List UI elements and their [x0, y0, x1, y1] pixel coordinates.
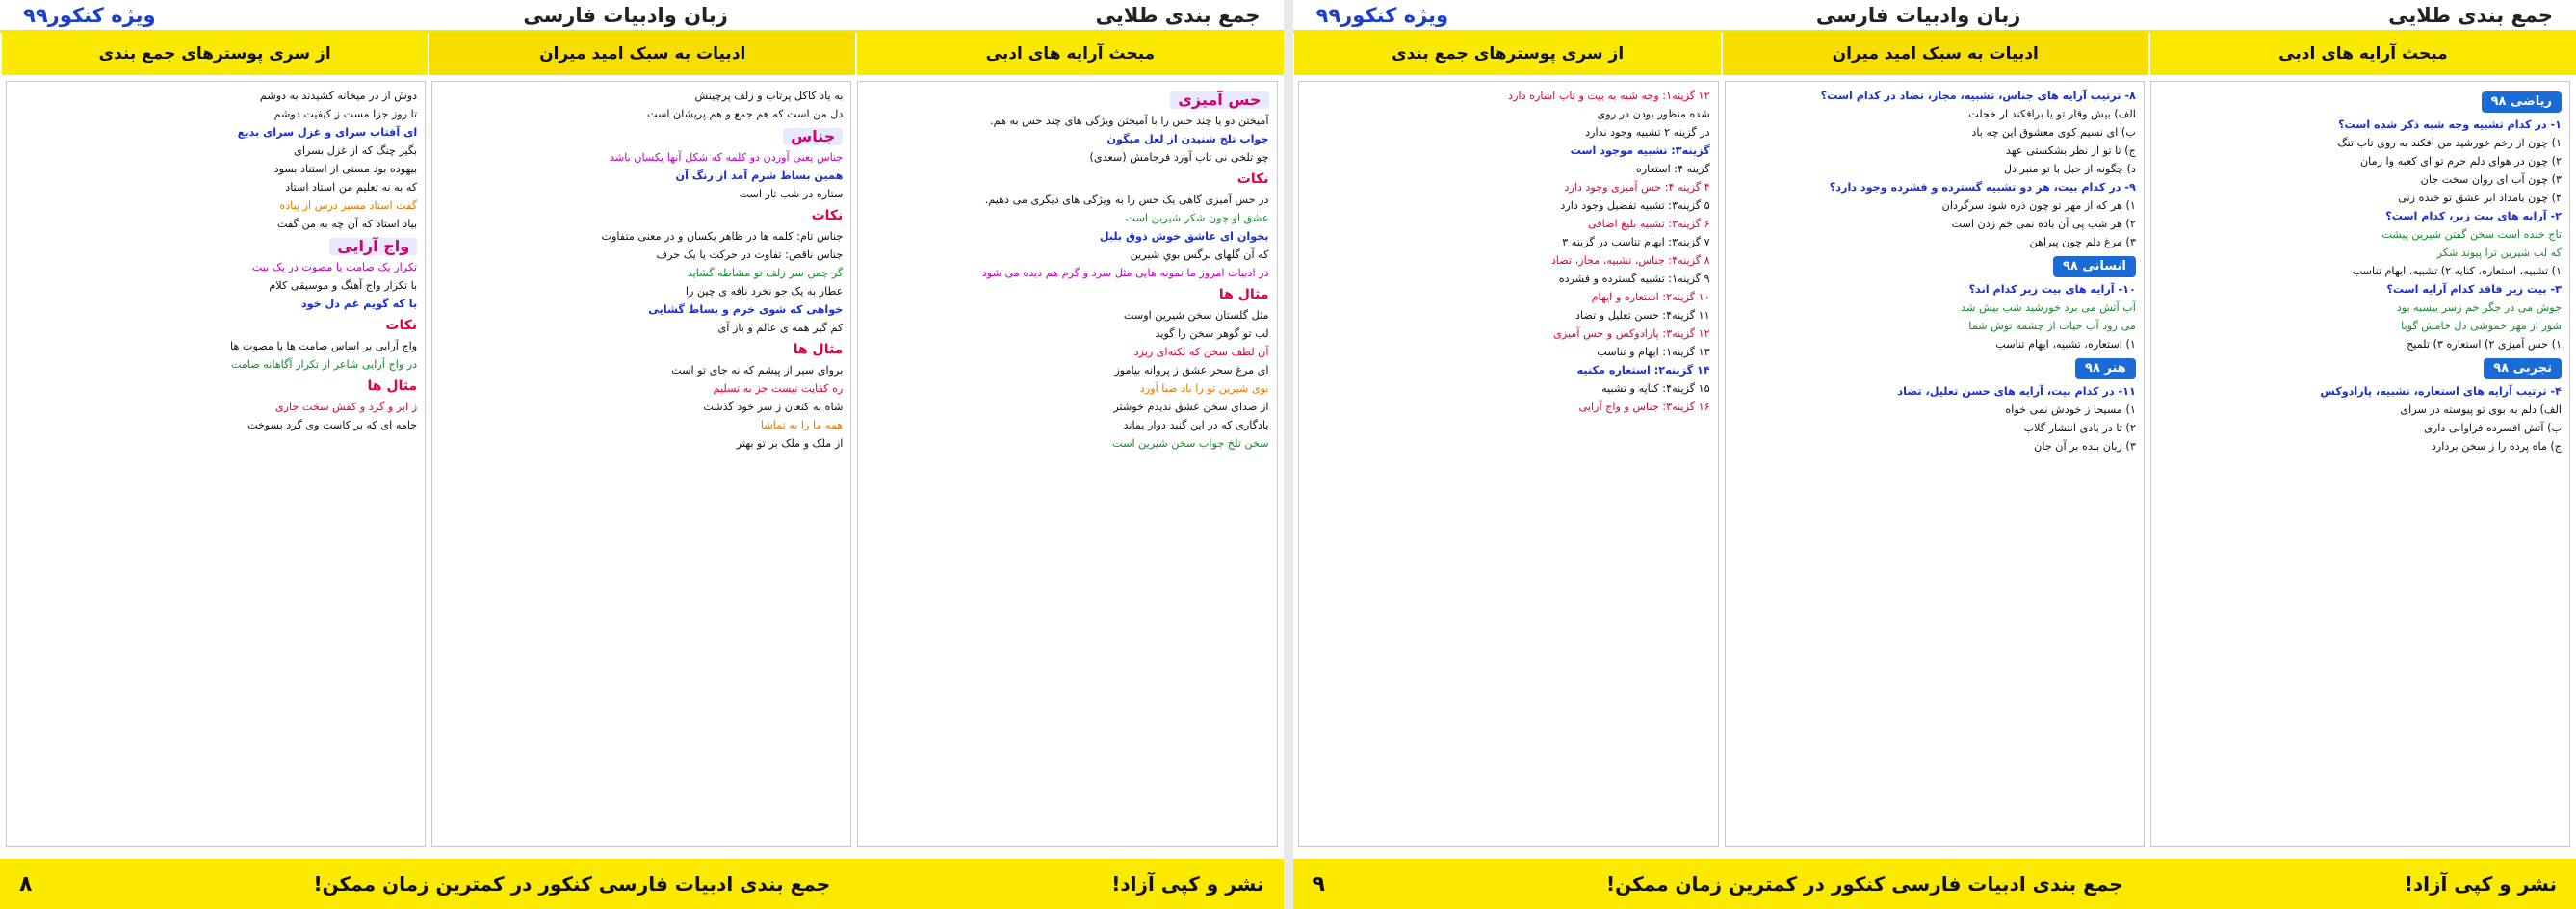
- answer-line: ۱۰ گزینه۲: استعاره و ایهام: [1591, 291, 1710, 303]
- text-line: بخوان ای عاشق خوش ذوق بلبل: [1099, 230, 1269, 243]
- section-heading: جناس: [783, 128, 843, 145]
- text-line: تکرار یک صامت یا مصوت در یک بیت: [251, 261, 418, 273]
- text-line: که آن گلهای نرگس بویِ شیرین: [1130, 248, 1269, 261]
- text-line: ستاره در شب تار است: [739, 188, 844, 200]
- section-heading: حس آمیزی: [1170, 91, 1268, 109]
- option-line: ۱) هر که از مهر تو چون ذره شود سرگردان: [1941, 199, 2136, 212]
- text-line: جناس ناقص: تفاوت در حرکت یا یک حرف: [656, 248, 844, 261]
- answer-line: ۹ گزینه۱: تشبیه گسترده و فشرده: [1558, 273, 1710, 285]
- examples-heading: مثال ها: [367, 378, 418, 394]
- option-line: د) چگونه از حبل با تو منبر دل: [2003, 163, 2136, 175]
- verse-line: جوش می در جگر خم زسر ییسبه بود: [2396, 301, 2562, 314]
- question-line: ۲- آرایه های بیت زیر، کدام است؟: [2385, 210, 2562, 222]
- text-line: بیهوده بود مستی از استناد بسود: [273, 163, 418, 175]
- text-line: عطار به یک جو نخرد نافه ی چین را: [685, 285, 844, 298]
- question-line: ۱۱- در کدام بیت، آرایه های حسن تعلیل، تضاد: [1897, 385, 2136, 398]
- text-line: ره کفایت نیست جز به تسلیم: [713, 382, 844, 395]
- text-line: ای مرغ سحر عشق ز پروانه بیاموز: [1114, 364, 1269, 377]
- tab-topic: مبحث آرایه های ادبی: [2148, 33, 2576, 75]
- answer-line: شده منظور بودن در روی: [1597, 108, 1710, 120]
- text-line: یادگاری که در این گنبد دوار بماند: [1123, 419, 1269, 431]
- answer-line: ۱۲ گزینه۳: پارادوکس و حس آمیزی: [1553, 327, 1710, 340]
- text-line: با که گویم غم دل خود: [300, 298, 418, 310]
- option-line: ب) ای نسیم کوی معشوق این چه باد: [1971, 126, 2136, 139]
- option-line: ۴) چون بامداد ابر عشق تو خنده زنی: [2398, 192, 2562, 204]
- text-line: مثل گلستان سخن شیرین اوست: [1123, 309, 1269, 322]
- column-questions-2: [1725, 81, 2145, 847]
- answer-line: ۵ گزینه۳: تشبیه تفضیل وجود دارد: [1560, 199, 1710, 212]
- footer-publisher: نشر و کپی آزاد!: [2404, 872, 2557, 896]
- header-title-right: جمع بندی طلایی: [1095, 3, 1261, 27]
- verse-line: آب آتش می برد خورشید شب بیش شد: [1961, 301, 2136, 314]
- text-line: همه ما را به تماشا: [760, 419, 844, 431]
- answer-line: گزینه۳: تشبیه موجود است: [1570, 144, 1710, 157]
- option-line: ج) ماه پرده را ز سخن بردارد: [2431, 440, 2562, 453]
- page-footer: [1293, 859, 2576, 909]
- option-line: الف) دلم به بوی تو پیوسته در سرای: [2400, 403, 2562, 416]
- text-line: که به نه تعلیم من استاد استاد: [285, 181, 418, 194]
- text-line: دل من است که هم جمع و هم پریشان است: [647, 108, 844, 120]
- text-line: در ادبیات امروز ما نمونه هایی مثل سرد و گرم هم دیده می شود: [981, 267, 1269, 279]
- option-line: ۳) زبان بنده بر آن جان: [2034, 440, 2136, 453]
- answer-line: گزینه ۴: استعاره: [1635, 163, 1710, 175]
- text-line: عشق او چون شکر شیرین است: [1125, 212, 1269, 224]
- page-8: [0, 0, 1284, 909]
- tab-series: از سری پوسترهای جمع بندی: [1293, 33, 1721, 75]
- page-number: ۸: [19, 871, 33, 896]
- text-line: آمیختن دو یا چند حس را با آمیختن ویژگی های چند حس به هم.: [990, 115, 1269, 127]
- text-line: کم گیر همه ی عالم و باز آی: [717, 322, 844, 334]
- exam-badge: تجربی ۹۸: [2484, 358, 2562, 379]
- text-line: گفت استاد مسیر درس از پیاده: [279, 199, 418, 212]
- section-tabs: [0, 33, 1284, 75]
- verse-line: که لب شیرین ترا پیوند شکر: [2436, 247, 2562, 259]
- option-line: ۲) تا در بادی انتشار گلاب: [2023, 422, 2136, 434]
- answer-line: ۶ گزینه۳: تشبیه بلیغ اضافی: [1587, 218, 1710, 230]
- text-line: خواهی که شوی خرم و بساط گشایی: [648, 303, 844, 316]
- column-hes-amizi: [857, 81, 1277, 847]
- option-line: ۳) چون آب ای روان سخت جان: [2420, 173, 2562, 186]
- section-heading: واج آرایی: [329, 238, 417, 255]
- option-line: ۲) چون در هوای دلم حرم تو ای کعبه وا زمان: [2359, 155, 2562, 168]
- option-line: ۱) تشبیه، استعاره، کنایه ۲) تشبیه، ایهام تناسب: [2352, 265, 2562, 277]
- option-line: ۲) هر شب پی آن باده نمی خم زدن است: [1951, 218, 2136, 230]
- text-line: دوش از در میخانه کشیدند به دوشم: [259, 90, 418, 102]
- option-line: ج) تا تو از نظر بشکستی عهد: [2005, 144, 2136, 157]
- text-line: در حس آمیزی گاهی یک حس را به ویژگی های دیگری می دهیم.: [984, 194, 1269, 206]
- text-line: همین بساط شرم آمد از رنگ آن: [675, 169, 844, 182]
- page-header: [0, 0, 1284, 33]
- answer-line: ۴ گزینه ۴: حس آمیزی وجود دارد: [1564, 181, 1710, 194]
- header-title-left: ویژه کنکور۹۹: [23, 3, 156, 27]
- text-line: با تکرار واج آهنگ و موسیقی کلام: [269, 279, 418, 292]
- option-line: ۱) استعاره، تشبیه، ایهام تناسب: [1995, 338, 2136, 351]
- text-line: جناس یعنی آوردن دو کلمه که شکل آنها یکسان باشد: [609, 151, 844, 164]
- text-line: ای آفتاب سرای و غزل سرای بدیع: [237, 126, 418, 139]
- text-line: جواب تلخ شنیدن از لعل میگون: [1106, 133, 1269, 145]
- page-number: ۹: [1312, 871, 1325, 896]
- section-tabs: [1293, 33, 2576, 75]
- answer-line: ۱۴ گزینه۲: استعاره مکنیه: [1576, 364, 1710, 377]
- answer-line: ۱۶ گزینه۳: جناس و واج آرایی: [1578, 401, 1710, 413]
- question-line: ۳- بیت زیر فاقد کدام آرایه است؟: [2386, 283, 2562, 296]
- tips-heading: نکات: [811, 208, 844, 223]
- text-line: جناس تام: کلمه ها در ظاهر یکسان و در معنی متفاوت: [601, 230, 844, 243]
- header-title-center: زبان وادبیات فارسی: [523, 3, 728, 27]
- verse-line: می رود آب حیات از چشمه نوش شما: [1968, 320, 2136, 332]
- footer-publisher: نشر و کپی آزاد!: [1111, 872, 1264, 896]
- text-line: شاه به کنعان ز سر خود گذشت: [703, 401, 844, 413]
- text-line: بگیر چنگ که از غزل بسرای: [294, 144, 418, 157]
- text-line: از صدای سخن عشق ندیدم خوشتر: [1113, 401, 1269, 413]
- tips-heading: نکات: [385, 318, 418, 333]
- text-line: بیاد استاد که آن چه به من گفت: [276, 218, 418, 230]
- tips-heading: نکات: [1236, 171, 1269, 187]
- question-line: ۱- در کدام تشبیه وجه شبه ذکر شده است؟: [2338, 118, 2562, 131]
- tab-style: ادبیات به سبک امید میران: [428, 33, 855, 75]
- option-line: ب) آتش افسرده فراوانی داری: [2424, 422, 2562, 434]
- text-line: بروای سیر از پیشم که نه جای تو است: [671, 364, 844, 377]
- column-jenas: [431, 81, 851, 847]
- text-line: بوی شیرین تو را باد صبا آورد: [1139, 382, 1269, 395]
- text-line: جامه ای که بر کاست وی گرد بسوخت: [247, 419, 418, 431]
- text-line: از ملک و ملک بر تو بهتر: [736, 437, 844, 450]
- option-line: ۱) مسیحا ز خودش نمی خواه: [2005, 403, 2136, 416]
- text-line: لب تو گوهر سخن را گوید: [1155, 327, 1269, 340]
- column-questions-1: [2150, 81, 2570, 847]
- question-line: ۹- در کدام بیت، هر دو تشبیه گسترده و فشرده وجود دارد؟: [1829, 181, 2136, 194]
- header-title-left: ویژه کنکور۹۹: [1315, 3, 1449, 27]
- question-line: ۴- ترتیب آرایه های استعاره، تشبیه، پارادوکس: [2320, 385, 2562, 398]
- answer-line: در گزینه ۲ تشبیه وجود ندارد: [1585, 126, 1710, 139]
- tab-topic: مبحث آرایه های ادبی: [855, 33, 1283, 75]
- text-line: واج آرایی بر اساس صامت ها یا مصوت ها: [230, 340, 418, 352]
- exam-badge: انسانی ۹۸: [2053, 256, 2136, 277]
- option-line: ۳) مرغ دلم چون پیراهن: [2029, 236, 2136, 248]
- footer-slogan: جمع بندی ادبیات فارسی کنکور در کمترین زمان ممکن!: [1606, 872, 2123, 896]
- text-line: به یاد کاکل پرتاب و زلف پرچینش: [694, 90, 844, 102]
- exam-badge: هنر ۹۸: [2075, 358, 2136, 379]
- question-line: ۸- ترتیب آرایه های جناس، تشبیه، مجاز، تضاد در کدام است؟: [1820, 90, 2136, 102]
- option-line: ۱) حس آمیزی ۲) استعاره ۳) تلمیح: [2407, 338, 2562, 351]
- header-title-center: زبان وادبیات فارسی: [1815, 3, 2021, 27]
- text-line: چو تلخی نی تاب آورد فرجامش (سعدی): [1089, 151, 1269, 164]
- text-line: آن لطف سخن که نکته‌ای ریزد: [1133, 346, 1269, 358]
- verse-line: شور از مهر خموشی دل خامش گوبا: [2401, 320, 2562, 332]
- option-line: الف) بیش وقار تو یا برافکند ار خجلت: [1968, 108, 2136, 120]
- answer-line: ۱۲ گزینه۱: وجه شبه به بیت و تاب اشاره دارد: [1508, 90, 1710, 102]
- page-footer: [0, 859, 1284, 909]
- text-line: ز ابر و گرد و کفش سخت جاری: [274, 401, 418, 413]
- tab-series: از سری پوسترهای جمع بندی: [0, 33, 428, 75]
- text-line: تا روز جزا مست ز کیفیت دوشم: [273, 108, 418, 120]
- column-answers: [1298, 81, 1718, 847]
- answer-line: ۷ گزینه۳: ایهام تناسب در گزینه ۳: [1562, 236, 1710, 248]
- page-9: [1293, 0, 2576, 909]
- examples-heading: مثال ها: [793, 342, 844, 357]
- page-header: [1293, 0, 2576, 33]
- text-line: در واج آرایی شاعر از تکرار آگاهانه صامت: [230, 358, 418, 371]
- examples-heading: مثال ها: [1218, 287, 1269, 302]
- answer-line: ۱۱ گزینه۴: حسن تعلیل و تضاد: [1574, 309, 1710, 322]
- content-columns: [1293, 75, 2576, 847]
- exam-badge: ریاضی ۹۸: [2482, 91, 2562, 113]
- answer-line: ۱۳ گزینه۱: ایهام و تناسب: [1597, 346, 1710, 358]
- text-line: سخن تلخ جواب سخن شیرین است: [1112, 437, 1269, 450]
- text-line: گر چمن سر زلف تو مشاطه گشاید: [687, 267, 844, 279]
- option-line: ۱) چون از رخم خورشید من افکند به روی تاب تنگ: [2337, 137, 2562, 149]
- column-vaj-arayi: [6, 81, 426, 847]
- header-title-right: جمع بندی طلایی: [2388, 3, 2553, 27]
- answer-line: ۱۵ گزینه۴: کنایه و تشبیه: [1601, 382, 1710, 395]
- question-line: ۱۰- آرایه های بیت زیر کدام اند؟: [1968, 283, 2136, 296]
- verse-line: تاج خنده است سخن گفتن شیرین پیشت: [2381, 228, 2562, 241]
- tab-style: ادبیات به سبک امید میران: [1721, 33, 2148, 75]
- footer-slogan: جمع بندی ادبیات فارسی کنکور در کمترین زمان ممکن!: [313, 872, 831, 896]
- content-columns: [0, 75, 1284, 847]
- answer-line: ۸ گزینه۴: جناس، تشبیه، مجاز، تضاد: [1550, 254, 1710, 267]
